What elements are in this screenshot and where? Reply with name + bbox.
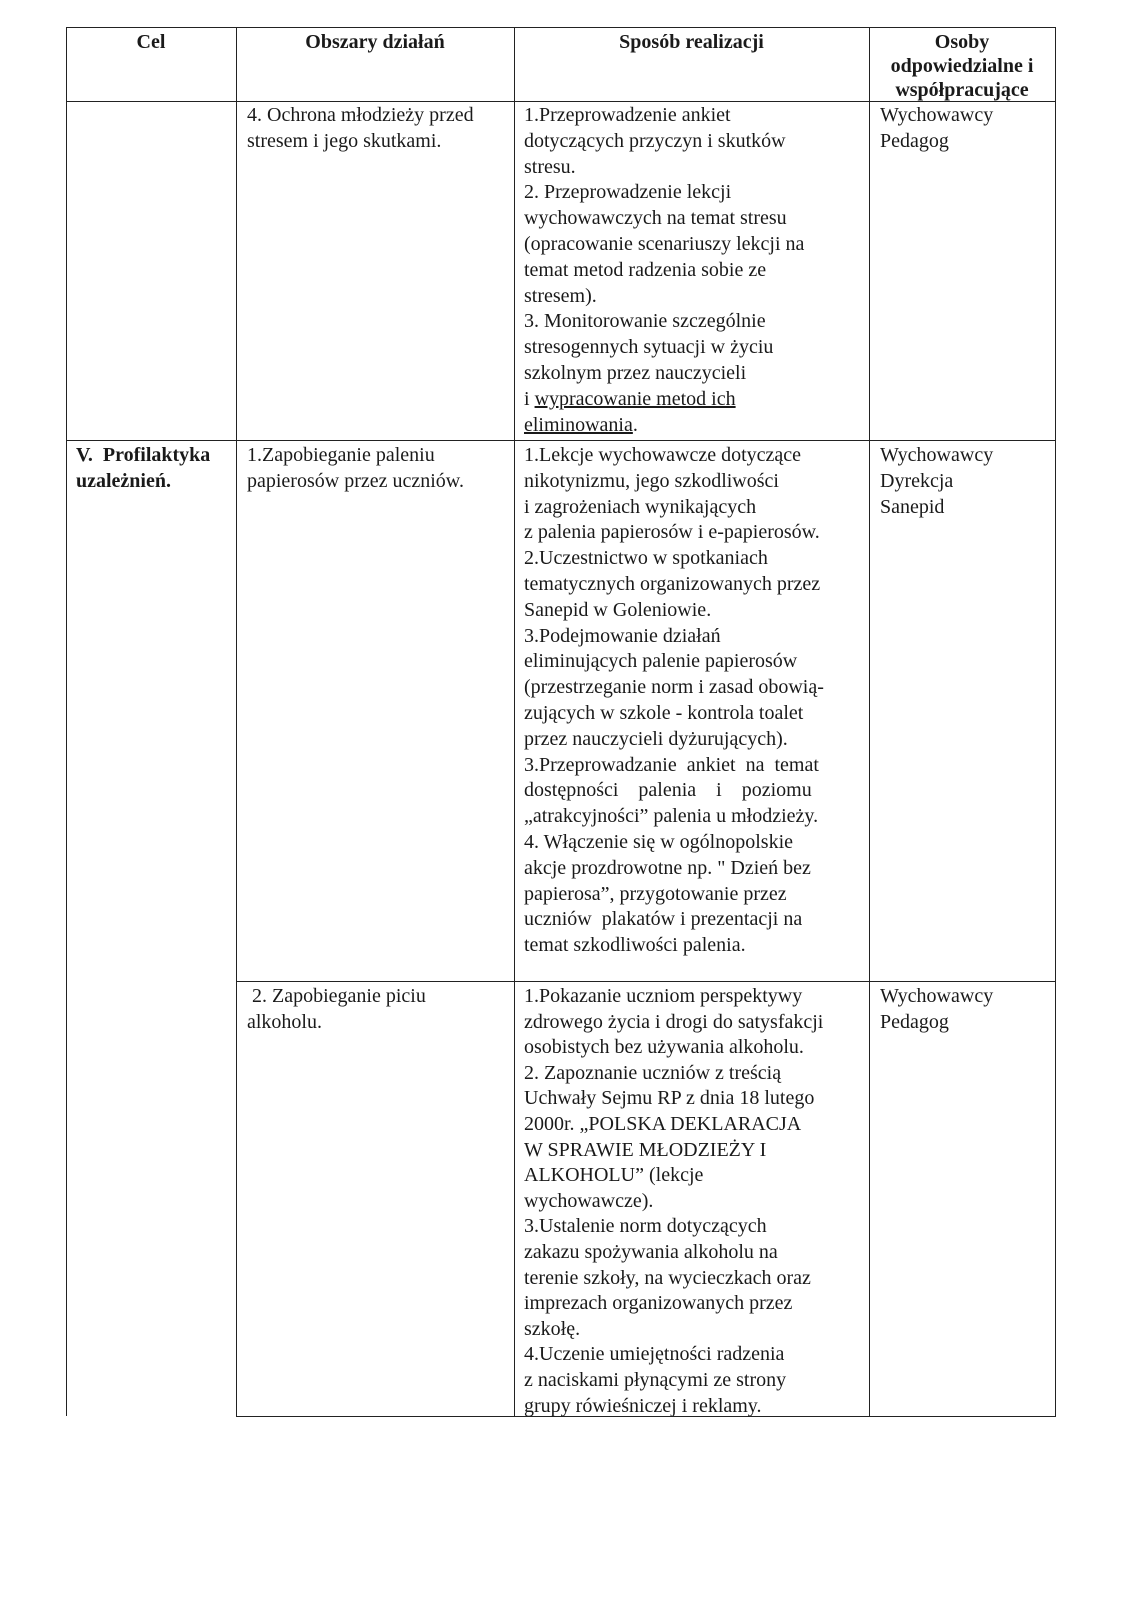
row1-obszar: 4. Ochrona młodzieży przed stresem i jego skutkami. xyxy=(247,104,474,152)
column-divider-1 xyxy=(236,27,237,1417)
row1-osoby: Wychowawcy Pedagog xyxy=(880,104,994,152)
row3-osoby: Wychowawcy Pedagog xyxy=(880,985,994,1033)
row1-divider xyxy=(66,440,1056,441)
header-osoby-odpowiedzialne: Osoby odpowiedzialne i współpracujące xyxy=(890,31,1034,101)
row2-osoby: Wychowawcy Dyrekcja Sanepid xyxy=(880,444,994,518)
column-divider-2 xyxy=(514,27,515,1417)
row1-sposob-underlined-2: eliminowania xyxy=(524,413,633,436)
row2-sposob-realizacji: 1.Lekcje wychowawcze dotyczące nikotynizmu, jego szkodliwości i zagrożeniach wynikających z palenia papierosów i e-papierosów. 2.Uczestnictwo w spotkaniach tematycznych organizowanych przez Sanepid w Goleniowie. 3.Podejmowanie działań eliminujących palenie papierosów (przestrzeganie norm i zasad obowią- zujących w szkole - kontrola toalet przez nauczycieli dyżurujących). 3.Przeprowadzanie ankiet na temat dostępności palenia i poziomu „atrakcyjności” palenia u młodzieży. 4. Włączenie się w ogólnopolskie akcje prozdrowotne np. " Dzień bez papierosa”, przygotowanie przez uczniów plakatów i prezentacji na temat szkodliwości palenia. xyxy=(524,444,824,957)
row3-obszar: 2. Zapobieganie piciu alkoholu. xyxy=(247,985,426,1033)
column-divider-3 xyxy=(869,27,870,1417)
header-cel: Cel xyxy=(136,31,166,53)
row1-sposob-text: 1.Przeprowadzenie ankiet dotyczących przyczyn i skutków stresu. 2. Przeprowadzenie lekcji wychowawczych na temat stresu (opracowanie scenariuszy lekcji na temat metod radzenia sobie ze stresem). 3. Monitorowanie szczególnie stresogennych sytuacji w życiu szkolnym przez nauczycieli i xyxy=(524,104,805,410)
row1-sposob-realizacji xyxy=(524,103,804,438)
row1-sposob-underlined-1: wypracowanie metod ich xyxy=(534,387,736,410)
table-border-top xyxy=(66,27,1056,28)
row3-sposob-realizacji: 1.Pokazanie uczniom perspektywy zdrowego życia i drogi do satysfakcji osobistych bez używania alkoholu. 2. Zapoznanie uczniów z treścią Uchwały Sejmu RP z dnia 18 lutego 2000r. „POLSKA DEKLARACJA W SPRAWIE MŁODZIEŻY I ALKOHOLU” (lekcje wychowawcze). 3.Ustalenie norm dotyczących zakazu spożywania alkoholu na terenie szkoły, na wycieczkach oraz imprezach organizowanych przez szkołę. 4.Uczenie umiejętności radzenia z naciskami płynącymi ze strony grupy rówieśniczej i reklamy. xyxy=(524,985,824,1417)
table-border-left xyxy=(66,27,67,1416)
row2-divider xyxy=(236,981,1056,982)
header-obszary-dzialan: Obszary działań xyxy=(305,31,445,53)
row2-obszar: 1.Zapobieganie paleniu papierosów przez uczniów. xyxy=(247,444,464,492)
table-border-right xyxy=(1055,27,1056,1417)
row1-sposob-end: . xyxy=(632,413,638,436)
row2-cel: V. Profilaktyka uzależnień. xyxy=(76,444,211,492)
header-sposob-realizacji: Sposób realizacji xyxy=(619,31,764,53)
